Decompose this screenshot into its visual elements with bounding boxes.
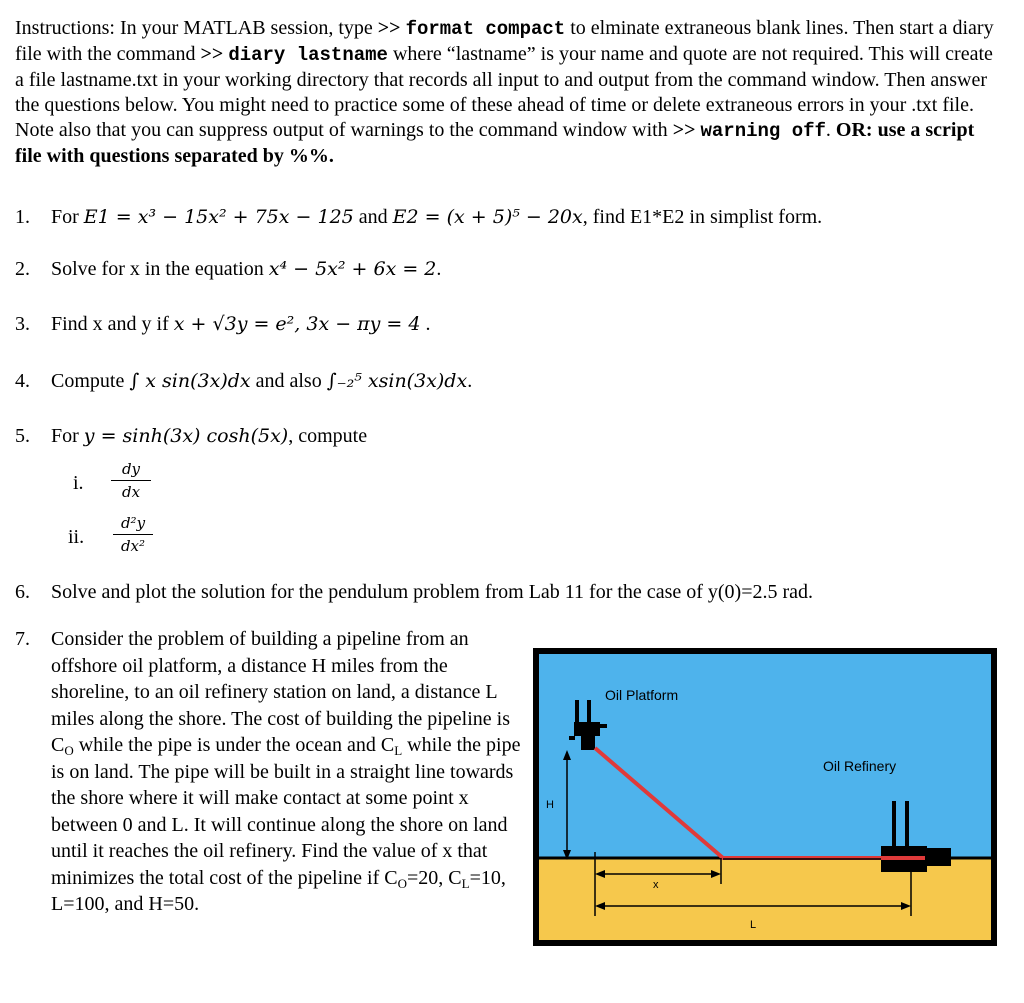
h-label: H (546, 799, 554, 811)
question-1 (15, 205, 822, 230)
question-text: Solve for x in the equation (51, 258, 269, 280)
question-text: while the pipe is on land. The pipe will be built in a straight line towards the shore where it will make contact at some point x between 0 and L. It will continue along the shore on land until it reaches the oil refinery. Find the value of x that minimizes the total cost of the pipeline if C (51, 734, 521, 889)
prompt-symbol: >> (200, 43, 224, 65)
subscript: O (397, 875, 407, 891)
question-6 (15, 580, 813, 605)
question-text: while the pipe is under the ocean and C (73, 734, 395, 756)
expression-e2: E2 = (x + 5)⁵ − 20x (392, 206, 583, 228)
question-text: For (51, 425, 84, 447)
definite-integral: ∫₋₂⁵ xsin(3x)dx (326, 370, 468, 392)
subscript: O (64, 743, 74, 758)
question-text: . (467, 370, 473, 392)
fraction-denominator: dx (121, 483, 141, 501)
question-text: For (51, 206, 84, 228)
instructions-text-3: where “lastname” is your name and quote are not required. This will create a file lastname.txt in your working directory that records all input to and output from the command window. Then answer the questions below. You might need to practice some of these ahead of time or delete extraneous errors in your .txt file. Note also that you can suppress output of warnings to the command window with (15, 43, 993, 141)
question-text: Solve and plot the solution for the pendulum problem from Lab 11 for the case of y(0)=2.5 rad. (51, 581, 814, 603)
question-text: . (436, 258, 442, 280)
question-text: , compute (288, 425, 368, 447)
fraction-numerator: d²y (113, 514, 153, 535)
question-text: Find x and y if (51, 313, 174, 335)
function-definition: y = sinh(3x) cosh(5x) (83, 425, 289, 447)
question-number: 6. (15, 581, 30, 603)
equation-system: x + √3y = e², 3x − πy = 4 (173, 313, 421, 335)
instructions-text-1: Instructions: In your MATLAB session, type (15, 17, 378, 39)
question-text: , find E1*E2 in simplist form. (582, 206, 823, 228)
question-number: 2. (15, 258, 30, 280)
fraction-denominator: dx² (120, 537, 146, 555)
question-text: Consider the problem of building a pipeline from an offshore oil platform, a distance H miles from the shoreline, to an oil refinery station on land, a distance L miles along the shore. The cost of building the pipeline is C (51, 628, 510, 756)
question-text: Compute (51, 370, 130, 392)
question-4 (15, 369, 472, 394)
question-number: 1. (15, 206, 30, 228)
command-diary: diary lastname (228, 44, 388, 66)
question-number: 5. (15, 425, 30, 447)
question-2 (15, 257, 441, 282)
question-5 (15, 424, 367, 449)
question-3 (15, 312, 430, 337)
fraction-numerator: dy (111, 460, 151, 481)
derivative-second (113, 514, 153, 555)
question-number: 3. (15, 313, 30, 335)
subscript: L (461, 875, 470, 891)
question-7-number: 7. (15, 628, 30, 650)
question-text: and also (250, 370, 327, 392)
x-label: x (653, 879, 659, 891)
l-label: L (750, 919, 757, 931)
indefinite-integral: ∫ x sin(3x)dx (129, 370, 251, 392)
instructions-text-4: . (825, 119, 836, 141)
question-text: and (353, 206, 393, 228)
question-text: . (420, 313, 431, 335)
question-number: 4. (15, 370, 30, 392)
question-7-text (51, 626, 521, 918)
command-format-compact: format compact (405, 18, 566, 40)
question-text: =20, C (406, 866, 462, 889)
oil-refinery-label: Oil Refinery (823, 758, 897, 774)
oil-platform-label: Oil Platform (605, 687, 679, 703)
derivative-first (111, 460, 151, 501)
sub-item-ii-label: ii. (68, 526, 85, 548)
instructions-paragraph (15, 16, 1005, 169)
prompt-symbol: >> (672, 119, 696, 141)
question-text: =10, L=100, and H=50. (51, 866, 506, 915)
subscript: L (394, 743, 403, 758)
prompt-symbol: >> (377, 17, 401, 39)
command-warning-off: warning off (700, 120, 826, 142)
sub-item-i-label: i. (73, 472, 84, 494)
script-file-note: OR: use a script file with questions separated by %%. (15, 119, 975, 167)
expression-e1: E1 = x³ − 15x² + 75x − 125 (83, 206, 354, 228)
pipeline-diagram (533, 648, 997, 946)
instructions-text-2: to elminate extraneous blank lines. Then start a diary file with the command (15, 17, 994, 65)
equation: x⁴ − 5x² + 6x = 2 (268, 258, 437, 280)
